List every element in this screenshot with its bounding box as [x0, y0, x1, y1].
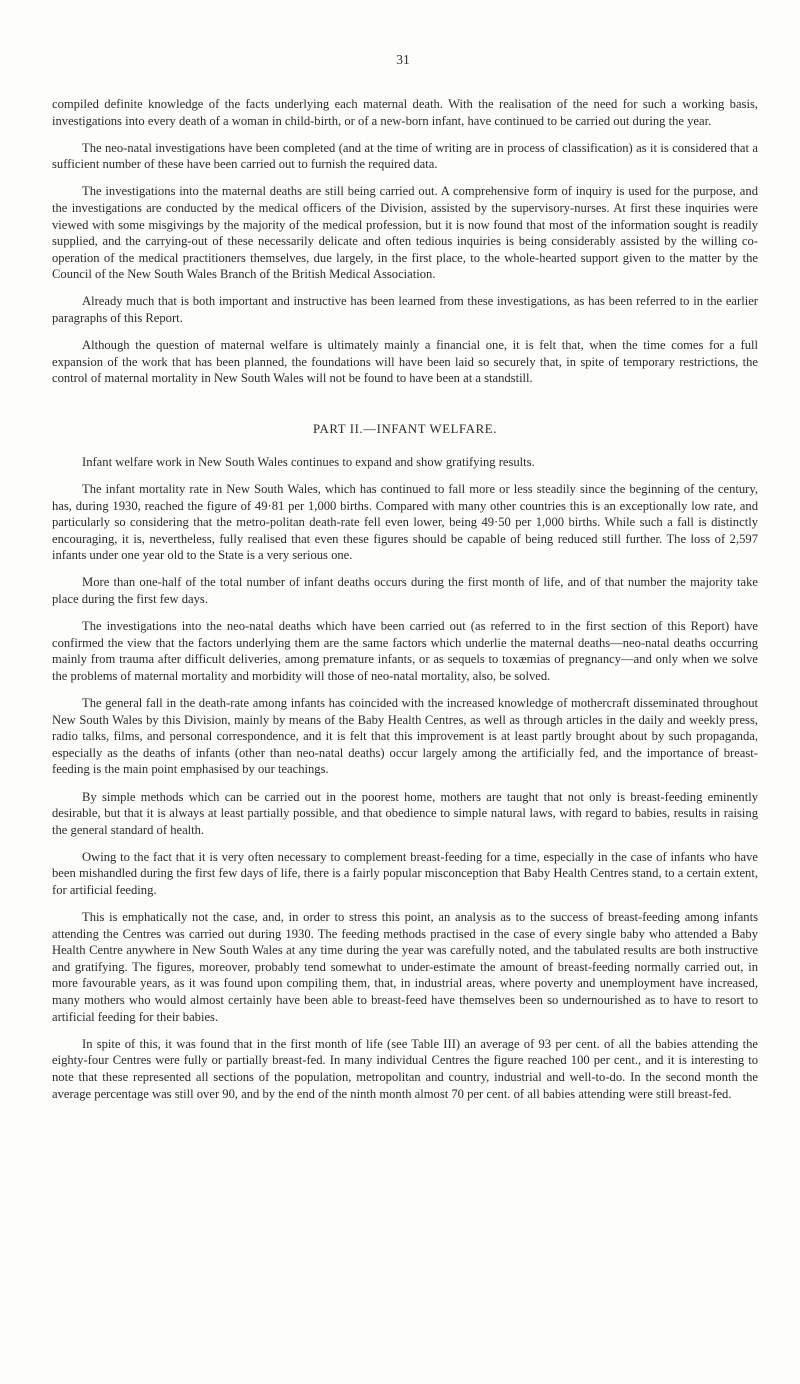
paragraph-infant-welfare-expands: Infant welfare work in New South Wales continues to expand and show gratifying results.: [82, 454, 535, 469]
paragraph-simple-methods: By simple methods which can be carried out in the poorest home, mothers are taught that not only is breast-feeding eminently desirable, but that it is always at least partially possible, and that obedience to simple natural laws, with regard to babies, results in raising the general standard of health.: [52, 789, 758, 837]
paragraph-breast-feeding-results: In spite of this, it was found that in the first month of life (see Table III) an average of 93 per cent. of all the babies attending the eighty-four Centres were fully or partially breast-fed. In many individual Centres the figure reached 100 per cent., and it is interesting to note that these represented all sections of the population, metropolitan and country, industrial and well-to-do. In the second month the average percentage was still over 90, and by the end of the ninth month almost 70 per cent. of all babies attending were still breast-fed.: [52, 1036, 758, 1101]
page-number: 31: [396, 52, 410, 67]
paragraph-first-month-deaths: More than one-half of the total number of infant deaths occurs during the first month of life, and of that number the majority take place during the first few days.: [52, 575, 758, 607]
paragraph-mothercraft-knowledge: The general fall in the death-rate among infants has coincided with the increased knowledge of mothercraft disseminated throughout New South Wales by this Division, mainly by means of the Baby Health Centres, as well as through articles in the daily and weekly press, radio talks, films, and personal correspondence, and it is felt that this improvement is at least partly brought about by such propaganda, especially as the deaths of infants (other than neo-natal deaths) occur largely among the artificially fed, and the importance of breast-feeding is the main point emphasised by our teachings.: [52, 696, 758, 777]
report-body: [52, 96, 758, 1113]
paragraph-neonatal-factors: The investigations into the neo-natal deaths which have been carried out (as referred to in the first section of this Report) have confirmed the view that the factors underlying them are the same factors which underlie the maternal deaths—neo-natal deaths occurring mainly from trauma after difficult deliveries, among premature infants, or as sequels to toxæmias of pregnancy—and only when we solve the problems of maternal mortality and morbidity will those of neo-natal mortality, also, be solved.: [52, 619, 758, 683]
paragraph-neonatal-investigations: The neo-natal investigations have been completed (and at the time of writing are in process of classification) as it is considered that a sufficient number of these have been carried out to furnish the required data.: [52, 140, 758, 172]
paragraph-already-learned: Already much that is both important and instructive has been learned from these investigations, as has been referred to in the earlier paragraphs of this Report.: [52, 294, 758, 326]
paragraph-infant-mortality-rate: The infant mortality rate in New South Wales, which has continued to fall more or less steadily since the beginning of the century, has, during 1930, reached the figure of 49·81 per 1,000 births. Compared with many other countries this is an exceptionally low rate, and particularly so considering that the metro-politan death-rate fell even lower, being 49·50 per 1,000 births. While such a fall is distinctly encouraging, it is, nevertheless, fully realised that even these figures should be capable of being reduced still further. The loss of 2,597 infants under one year old to the State is a very serious one.: [52, 482, 758, 563]
section-heading-infant-welfare: PART II.—INFANT WELFARE.: [312, 421, 498, 436]
paragraph-breast-feeding-analysis: This is emphatically not the case, and, in order to stress this point, an analysis as to the success of breast-feeding among infants attending the Centres was carried out during 1930. The feeding methods practised in the case of every single baby who attended a Baby Health Centre anywhere in New South Wales at any time during the year was carefully noted, and the tabulated results are both instructive and gratifying. The figures, moreover, probably tend somewhat to under-estimate the amount of breast-feeding normally carried out, in more favourable years, as it was found upon compiling them, that, in industrial areas, where poverty and unemployment have increased, many mothers who would almost certainly have been able to breast-feed have themselves been so undernourished as to have to resort to artificial feeding for their babies.: [52, 910, 758, 1024]
paragraph-maternal-knowledge: compiled definite knowledge of the facts underlying each maternal death. With the realisation of the need for such a working basis, investigations into every death of a woman in child-birth, or of a new-born infant, have continued to be carried out during the year.: [52, 97, 758, 128]
paragraph-maternal-welfare-financial: Although the question of maternal welfare is ultimately mainly a financial one, it is felt that, when the time comes for a full expansion of the work that has been planned, the foundations will have been laid so securely that, in spite of temporary restrictions, the control of maternal mortality in New South Wales will not be found to have been at a standstill.: [52, 338, 758, 386]
paragraph-misconception: Owing to the fact that it is very often necessary to complement breast-feeding for a time, especially in the case of infants who have been mishandled during the first few days of life, there is a fairly popular misconception that Baby Health Centres stand, to a certain extent, for artificial feeding.: [52, 849, 758, 897]
paragraph-maternal-investigations: The investigations into the maternal deaths are still being carried out. A comprehensive form of inquiry is used for the purpose, and the investigations are conducted by the medical officers of the Division, assisted by the supervisory-nurses. At first these inquiries were viewed with some misgivings by the majority of the medical profession, but it is now found that most of the information sought is readily supplied, and the carrying-out of these necessarily delicate and often tedious inquiries is being considerably assisted by the willing co-operation of the medical practitioners themselves, due largely, in the first place, to the whole-hearted support given to the matter by the Council of the New South Wales Branch of the British Medical Association.: [52, 184, 758, 282]
